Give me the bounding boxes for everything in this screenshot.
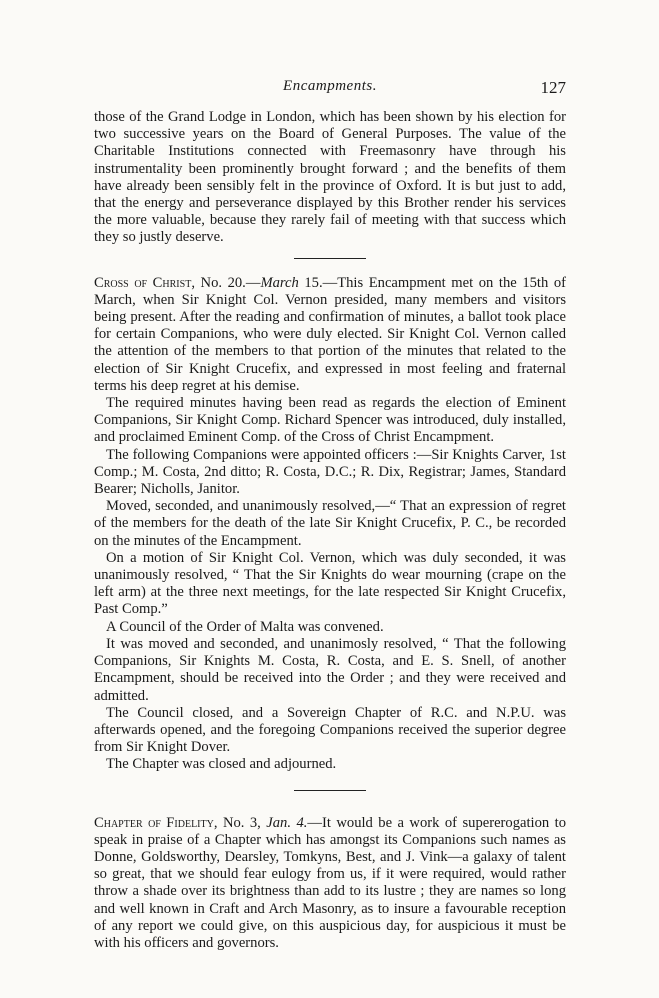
paragraph: On a motion of Sir Knight Col. Vernon, which was duly seconded, it was unanimously resolved, “ That the Sir Knights do wear mourning (crape on the left arm) at the three next meetings, for the late respected Sir Knight Crucefix, Past Comp.” <box>94 549 566 618</box>
section-opening-text: This Encampment met on the 15th of March, when Sir Knight Col. Vernon presided, many members and visitors being present. After the reading and confirmation of minutes, a ballot took place for certain Companions, who were duly elected. Sir Knight Col. Vernon called the attention of the members to that portion of the minutes that related to the election of Sir Knight Crucefix, and expressed in most feeling and fraternal terms his deep regret at his demise. <box>94 274 566 394</box>
section-title: Cross of Christ <box>94 274 192 291</box>
section-date-day: 15.— <box>298 274 338 291</box>
section-opening-text: —It would be a work of supererogation to speak in praise of a Chapter which has amongst its Companions such names as Donne, Goldsworthy, Dearsley, Tomkyns, Best, and J. Vink—a galaxy of talent so great, that we should fear eulogy from us, if it were required, would rather throw a shade over its brightness than add to its lustre ; they are names so long and well known in Craft and Arch Masonry, as to insure a favourable reception of any report we could give, on this auspicious day, for auspicious it must be with his officers and governors. <box>94 814 566 951</box>
paragraph: The Chapter was closed and adjourned. <box>106 756 337 773</box>
section-number: , No. 3, <box>213 814 267 831</box>
section-number: , No. 20.— <box>191 274 261 291</box>
section-title: Chapter of Fidelity <box>94 814 214 831</box>
paragraph: The required minutes having been read as regards the election of Eminent Companions, Sir Knight Comp. Richard Spencer was introduced, duly installed, and proclaimed Eminent Comp. of the Cross of Christ Encampment. <box>94 395 566 446</box>
paragraph: A Council of the Order of Malta was convened. <box>106 618 384 635</box>
paragraph: The Council closed, and a Sovereign Chapter of R.C. and N.P.U. was afterwards opened, and the foregoing Companions received the superior degree from Sir Knight Dover. <box>94 704 566 756</box>
cross-of-christ-opening <box>94 275 566 395</box>
section-date: Jan. 4. <box>266 814 308 831</box>
page-number: 127 <box>540 78 566 97</box>
paragraph: The following Companions were appointed officers :—Sir Knights Carver, 1st Comp.; M. Costa, 2nd ditto; R. Costa, D.C.; R. Dix, Registrar; James, Standard Bearer; Nicholls, Janitor. <box>94 446 566 498</box>
paragraph: Moved, seconded, and unanimously resolved,—“ That an expression of regret of the members for the death of the late Sir Knight Crucefix, P. C., be recorded on the minutes of the Encampment. <box>94 498 566 549</box>
section-date: March <box>260 274 299 291</box>
running-title: Encampments. <box>283 78 377 94</box>
chapter-of-fidelity-opening <box>94 815 566 953</box>
page-header <box>94 78 566 100</box>
body-text <box>94 109 566 952</box>
paragraph: It was moved and seconded, and unanimosly resolved, “ That the following Companions, Sir Knights M. Costa, R. Costa, and E. S. Snell, of another Encampment, should be received into the Order ; and they were received and admitted. <box>94 635 566 704</box>
intro-paragraph: those of the Grand Lodge in London, which has been shown by his election for two successive years on the Board of General Purposes. The value of the Charitable Institutions connected with Freemasonry have through his instrumentality been prominently brought forward ; and the benefits of them have already been sensibly felt in the province of Oxford. It is but just to add, that the energy and perseverance displayed by this Brother render his services the more valuable, because they rarely fail of meeting with that success which they so justly deserve. <box>94 109 566 246</box>
